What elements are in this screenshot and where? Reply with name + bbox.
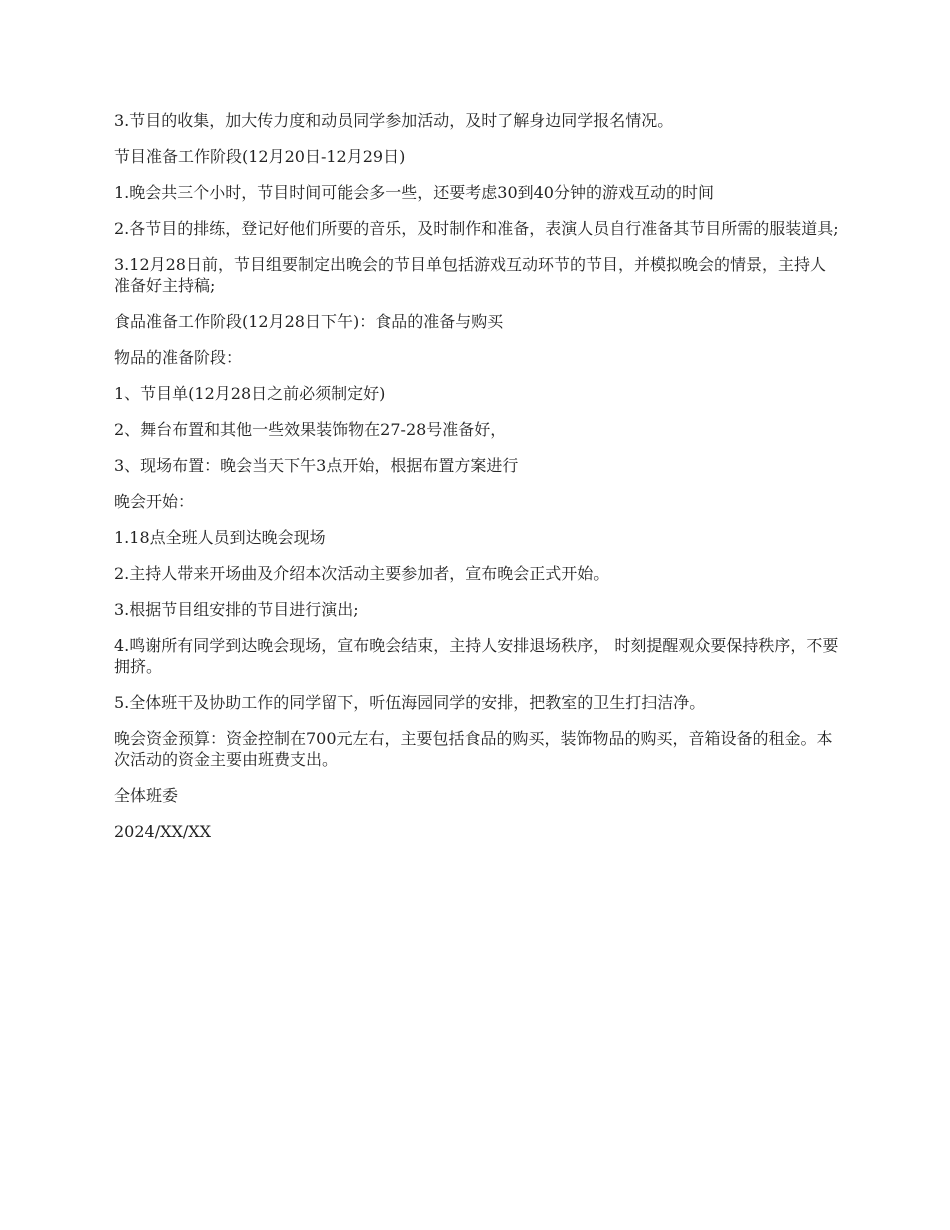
paragraph-budget: 晚会资金预算：资金控制在700元左右，主要包括食品的购买，装饰物品的购买，音箱设备的租金。本次活动的资金主要由班费支出。: [114, 729, 833, 769]
paragraph-items-1: 1、节目单(12月28日之前必须制定好): [114, 384, 386, 403]
paragraph-start-3: 3.根据节目组安排的节目进行演出;: [114, 600, 359, 619]
paragraph-party-duration: 1.晚会共三个小时，节目时间可能会多一些，还要考虑30到40分钟的游戏互动的时间: [114, 183, 714, 202]
paragraph-start-1: 1.18点全班人员到达晚会现场: [114, 528, 326, 547]
paragraph-food-prep-stage: 食品准备工作阶段(12月28日下午)：食品的准备与购买: [114, 312, 504, 331]
paragraph-date: 2024/XX/XX: [114, 822, 212, 841]
paragraph-rehearsal: 2.各节目的排练，登记好他们所要的音乐，及时制作和准备，表演人员自行准备其节目所需的服装道具;: [114, 219, 839, 238]
paragraph-items-3: 3、现场布置：晚会当天下午3点开始，根据布置方案进行: [114, 456, 519, 475]
paragraph-start-2: 2.主持人带来开场曲及介绍本次活动主要参加者，宣布晚会正式开始。: [114, 564, 610, 583]
paragraph-signature: 全体班委: [114, 786, 179, 805]
paragraph-start-5: 5.全体班干及协助工作的同学留下，听伍海园同学的安排，把教室的卫生打扫洁净。: [114, 693, 706, 712]
paragraph-party-start: 晚会开始：: [114, 492, 195, 511]
paragraph-start-4: 4.鸣谢所有同学到达晚会现场，宣布晚会结束，主持人安排退场秩序， 时刻提醒观众要保持秩序，不要拥挤。: [114, 636, 839, 676]
paragraph-program-prep-stage: 节目准备工作阶段(12月20日-12月29日): [114, 147, 406, 166]
paragraph-program-collection: 3.节目的收集，加大传力度和动员同学参加活动，及时了解身边同学报名情况。: [114, 111, 674, 130]
paragraph-items-2: 2、舞台布置和其他一些效果装饰物在27-28号准备好，: [114, 420, 507, 439]
paragraph-items-prep-stage: 物品的准备阶段：: [114, 348, 243, 367]
paragraph-program-list: 3.12月28日前，节目组要制定出晚会的节目单包括游戏互动环节的节目，并模拟晚会的情景，主持人准备好主持稿;: [114, 255, 826, 295]
document-body: [114, 110, 839, 857]
